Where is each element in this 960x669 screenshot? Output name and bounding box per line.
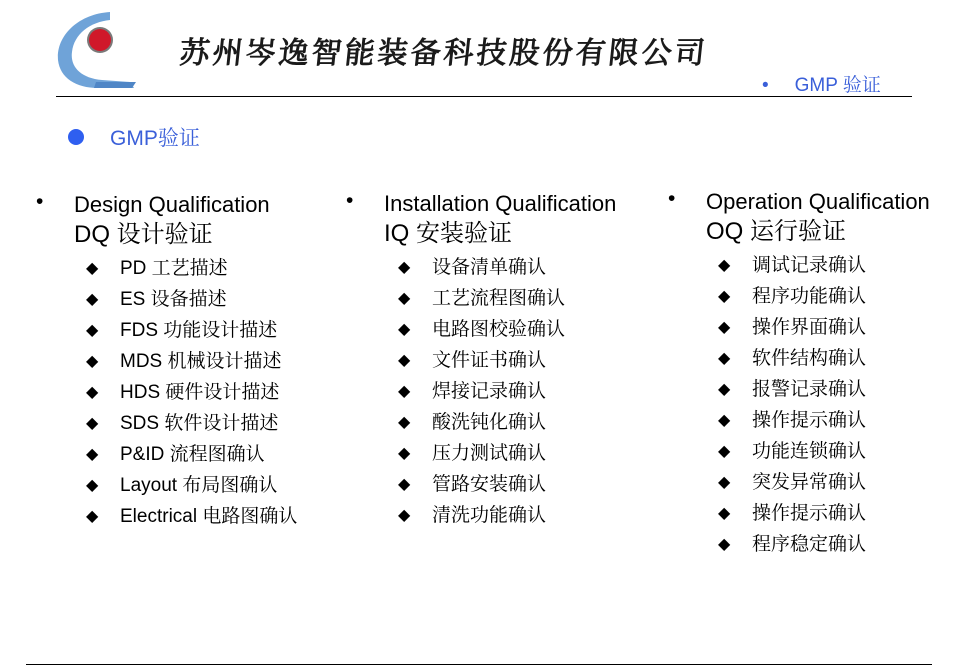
diamond-bullet-icon: ◆ (86, 291, 99, 308)
list-item-text: 焊接记录确认 (432, 381, 547, 402)
tag-text: GMP 验证 (794, 75, 881, 96)
column-title-abbr: IQ 安装验证 (384, 220, 513, 247)
diamond-bullet-icon: ◆ (718, 350, 731, 367)
diamond-bullet-icon: ◆ (398, 445, 411, 462)
diamond-bullet-icon: ◆ (718, 288, 731, 305)
diamond-bullet-icon: ◆ (718, 443, 731, 460)
list-item-text: 酸洗钝化确认 (432, 412, 547, 433)
diamond-bullet-icon: ◆ (398, 507, 411, 524)
column-title-en: Installation Qualification (384, 191, 617, 216)
column-bullet: • (668, 187, 676, 210)
list-item-text: ES 设备描述 (120, 289, 227, 310)
list-item-text: 操作界面确认 (752, 317, 867, 338)
list-item-text: 文件证书确认 (432, 350, 547, 371)
list-item-text: 操作提示确认 (752, 503, 867, 524)
diamond-bullet-icon: ◆ (398, 414, 411, 431)
company-name: 苏州岑逸智能装备科技股份有限公司 (177, 36, 710, 71)
diamond-bullet-icon: ◆ (86, 322, 99, 339)
list-item-text: 调试记录确认 (752, 255, 867, 276)
list-item-text: 工艺流程图确认 (432, 288, 566, 309)
list-item-text: P&ID 流程图确认 (120, 444, 265, 465)
diamond-bullet-icon: ◆ (718, 536, 731, 553)
footer-divider (26, 664, 932, 665)
column-heading (74, 190, 270, 250)
list-item-text: HDS 硬件设计描述 (120, 382, 280, 403)
diamond-bullet-icon: ◆ (718, 381, 731, 398)
tag-bullet: • (762, 75, 769, 96)
diamond-bullet-icon: ◆ (398, 321, 411, 338)
column-title-en: Design Qualification (74, 192, 270, 217)
header-divider (56, 96, 912, 97)
column-title-abbr: DQ 设计验证 (74, 221, 213, 248)
diamond-bullet-icon: ◆ (718, 257, 731, 274)
header-section-tag (762, 70, 881, 97)
diamond-bullet-icon: ◆ (86, 446, 99, 463)
company-logo (50, 8, 140, 93)
list-item-text: Layout 布局图确认 (120, 475, 278, 496)
column-bullet: • (346, 189, 354, 212)
diamond-bullet-icon: ◆ (86, 353, 99, 370)
diamond-bullet-icon: ◆ (398, 352, 411, 369)
diamond-bullet-icon: ◆ (718, 412, 731, 429)
list-item-text: 操作提示确认 (752, 410, 867, 431)
diamond-bullet-icon: ◆ (86, 384, 99, 401)
list-item-text: 设备清单确认 (432, 257, 547, 278)
list-item-text: 程序功能确认 (752, 286, 867, 307)
list-item-text: 软件结构确认 (752, 348, 867, 369)
diamond-bullet-icon: ◆ (398, 476, 411, 493)
diamond-bullet-icon: ◆ (718, 505, 731, 522)
list-item-text: 压力测试确认 (432, 443, 547, 464)
section-title-text: GMP验证 (110, 127, 200, 150)
list-item-text: Electrical 电路图确认 (120, 506, 298, 527)
list-item-text: 突发异常确认 (752, 472, 867, 493)
list-item-text: 管路安装确认 (432, 474, 547, 495)
diamond-bullet-icon: ◆ (86, 508, 99, 525)
list-item-text: 程序稳定确认 (752, 534, 867, 555)
diamond-bullet-icon: ◆ (86, 415, 99, 432)
column-title-en: Operation Qualification (706, 189, 930, 214)
list-item-text: PD 工艺描述 (120, 258, 228, 279)
list-item-text: 报警记录确认 (752, 379, 867, 400)
list-item-text: FDS 功能设计描述 (120, 320, 278, 341)
list-item-text: MDS 机械设计描述 (120, 351, 282, 372)
column-heading (384, 189, 616, 249)
filled-circle-icon (68, 129, 84, 145)
diamond-bullet-icon: ◆ (86, 260, 99, 277)
diamond-bullet-icon: ◆ (86, 477, 99, 494)
column-bullet: • (36, 190, 44, 213)
diamond-bullet-icon: ◆ (398, 259, 411, 276)
diamond-bullet-icon: ◆ (718, 474, 731, 491)
list-item-text: 功能连锁确认 (752, 441, 867, 462)
list-item-text: 电路图校验确认 (432, 319, 566, 340)
list-item-text: SDS 软件设计描述 (120, 413, 279, 434)
diamond-bullet-icon: ◆ (718, 319, 731, 336)
column-heading (706, 187, 930, 247)
list-item-text: 清洗功能确认 (432, 505, 547, 526)
section-title (68, 122, 200, 152)
diamond-bullet-icon: ◆ (398, 290, 411, 307)
column-title-abbr: OQ 运行验证 (706, 218, 847, 245)
diamond-bullet-icon: ◆ (398, 383, 411, 400)
